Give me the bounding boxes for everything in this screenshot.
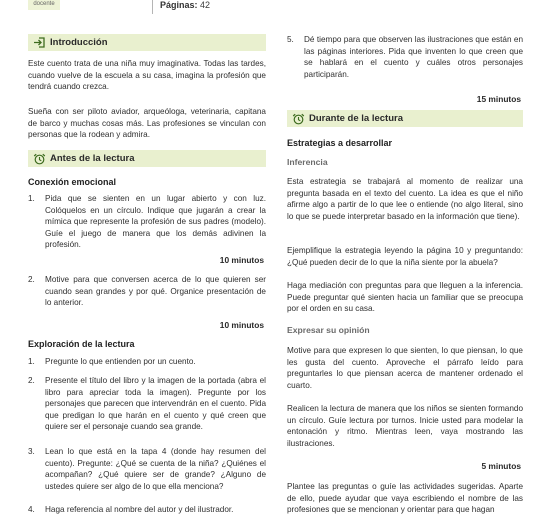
inferencia-paragraph-1: Esta estrategia se trabajará al momento de realizar una pregunta basada en el texto del cuento. La idea es que el niño afirme algo a partir de lo que lee o entiende (no algo literal, sino lo que se puede interpretar basado en la información que tiene). [287,177,523,221]
header-tag: docente [28,0,60,10]
exploracion-item-4 [28,504,266,516]
intro-paragraph-2: Sueña con ser piloto aviador, arqueóloga, veterinaria, capitana de barco y muchas cosas más. Las profesiones se vinculan con personas que la rodean y admira. [28,107,266,140]
conexion-item-2 [28,274,266,309]
time-label: 5 minutos [481,461,521,471]
item-number: 1. [28,194,35,203]
opinion-paragraph-2: Realicen la lectura de manera que los niños se sienten formando un círculo. Guíe lectura por turnos. Inicie usted para modelar la entonación y ritmo. Mientras leen, vaya mostrando las ilustraciones. [287,404,523,448]
time-label: 10 minutos [219,255,264,265]
header-divider [152,0,153,14]
antes-title: Antes de la lectura [50,153,135,164]
estrategias-title: Estrategias a desarrollar [287,138,393,148]
alarm-clock-icon [28,150,50,167]
enter-arrow-icon [28,34,50,51]
item-text: Presente el título del libro y la imagen de la portada (abra el libro para apreciar toda la imagen). Pregunte por los personajes que parecen que intervendrán en el cuento. Pida que predigan lo que harán en el cuento y qué creen que quiere ser el personaje cuando sea grande. [45,376,266,432]
intro-title: Introducción [50,37,108,48]
intro-paragraph-1: Este cuento trata de una niña muy imaginativa. Todas las tardes, cuando vuelve de la escuela a su casa, imagina la profesión que tendrá cuando crezca. [28,59,266,92]
conexion-item-1 [28,193,266,251]
pages-line [160,0,210,10]
inferencia-title: Inferencia [287,157,328,167]
exploracion-item-2 [28,375,266,433]
opinion-title: Expresar su opinión [287,325,370,335]
durante-title: Durante de la lectura [309,113,403,124]
antes-item-5 [287,34,523,80]
exploracion-item-3 [28,446,266,492]
item-number: 3. [28,447,35,456]
intro-bar [28,34,266,51]
conexion-title: Conexión emocional [28,177,117,187]
item-number: 2. [28,275,35,284]
item-number: 2. [28,376,35,385]
exploracion-title: Exploración de la lectura [28,339,135,349]
inferencia-paragraph-3: Haga mediación con preguntas para que lleguen a la inferencia. Puede preguntar qué sienten hacia un familiar que se preocupa por el orden en su casa. [287,281,523,314]
item-text: Lean lo que está en la tapa 4 (donde hay resumen del cuento). Pregunte: ¿Qué se cuenta de la niña? ¿Quiénes el acompañan? ¿Qué quiere ser de grande? ¿Alguno de ustedes quiere ser algo de lo que ella menciona? [45,447,266,491]
item-text: Dé tiempo para que observen las ilustraciones que están en las páginas interiores. Pida que inventen lo que creen que se hablará en el cuento y cuáles otros personajes participarán. [304,35,523,79]
item-text: Haga referencia al nombre del autor y del ilustrador. [45,505,234,514]
inferencia-paragraph-2: Ejemplifique la estrategia leyendo la página 10 y preguntando: ¿Qué pueden decir de lo que la niña siente por la abuela? [287,246,523,267]
item-text: Pregunte lo que entienden por un cuento. [45,357,196,366]
exploracion-item-1 [28,356,266,368]
item-number: 4. [28,505,35,514]
durante-bar [287,110,523,127]
closing-paragraph: Plantee las preguntas o guíe las actividades sugeridas. Aparte de ello, puede ayudar que vaya escribiendo el nombre de las profesiones que se mencionan y orientar para que hagan [287,482,523,515]
alarm-clock-icon [287,110,309,127]
pages-label: Páginas: [160,0,198,10]
item-number: 5. [287,35,294,44]
time-label: 10 minutos [219,320,264,330]
item-text: Pida que se sienten en un lugar abierto y con luz. Colóquelos en un círculo. Indique que jugarán a crear la mímica que represente la profesión de sus padres (modelo). Guíe el juego de manera que los demás adivinen la profesión. [45,194,266,250]
antes-bar [28,150,266,167]
item-number: 1. [28,357,35,366]
opinion-paragraph-1: Motive para que expresen lo que sienten, lo que piensan, lo que les gusta del cuento. Aproveche el párrafo leído para preguntarles lo que piensan acerca de mantener ordenado el cuarto. [287,346,523,390]
item-text: Motive para que conversen acerca de lo que quieren ser cuando sean grandes y por qué. Organice presentación de lo anterior. [45,275,266,308]
time-label: 15 minutos [476,94,521,104]
pages-value: 42 [200,0,211,10]
